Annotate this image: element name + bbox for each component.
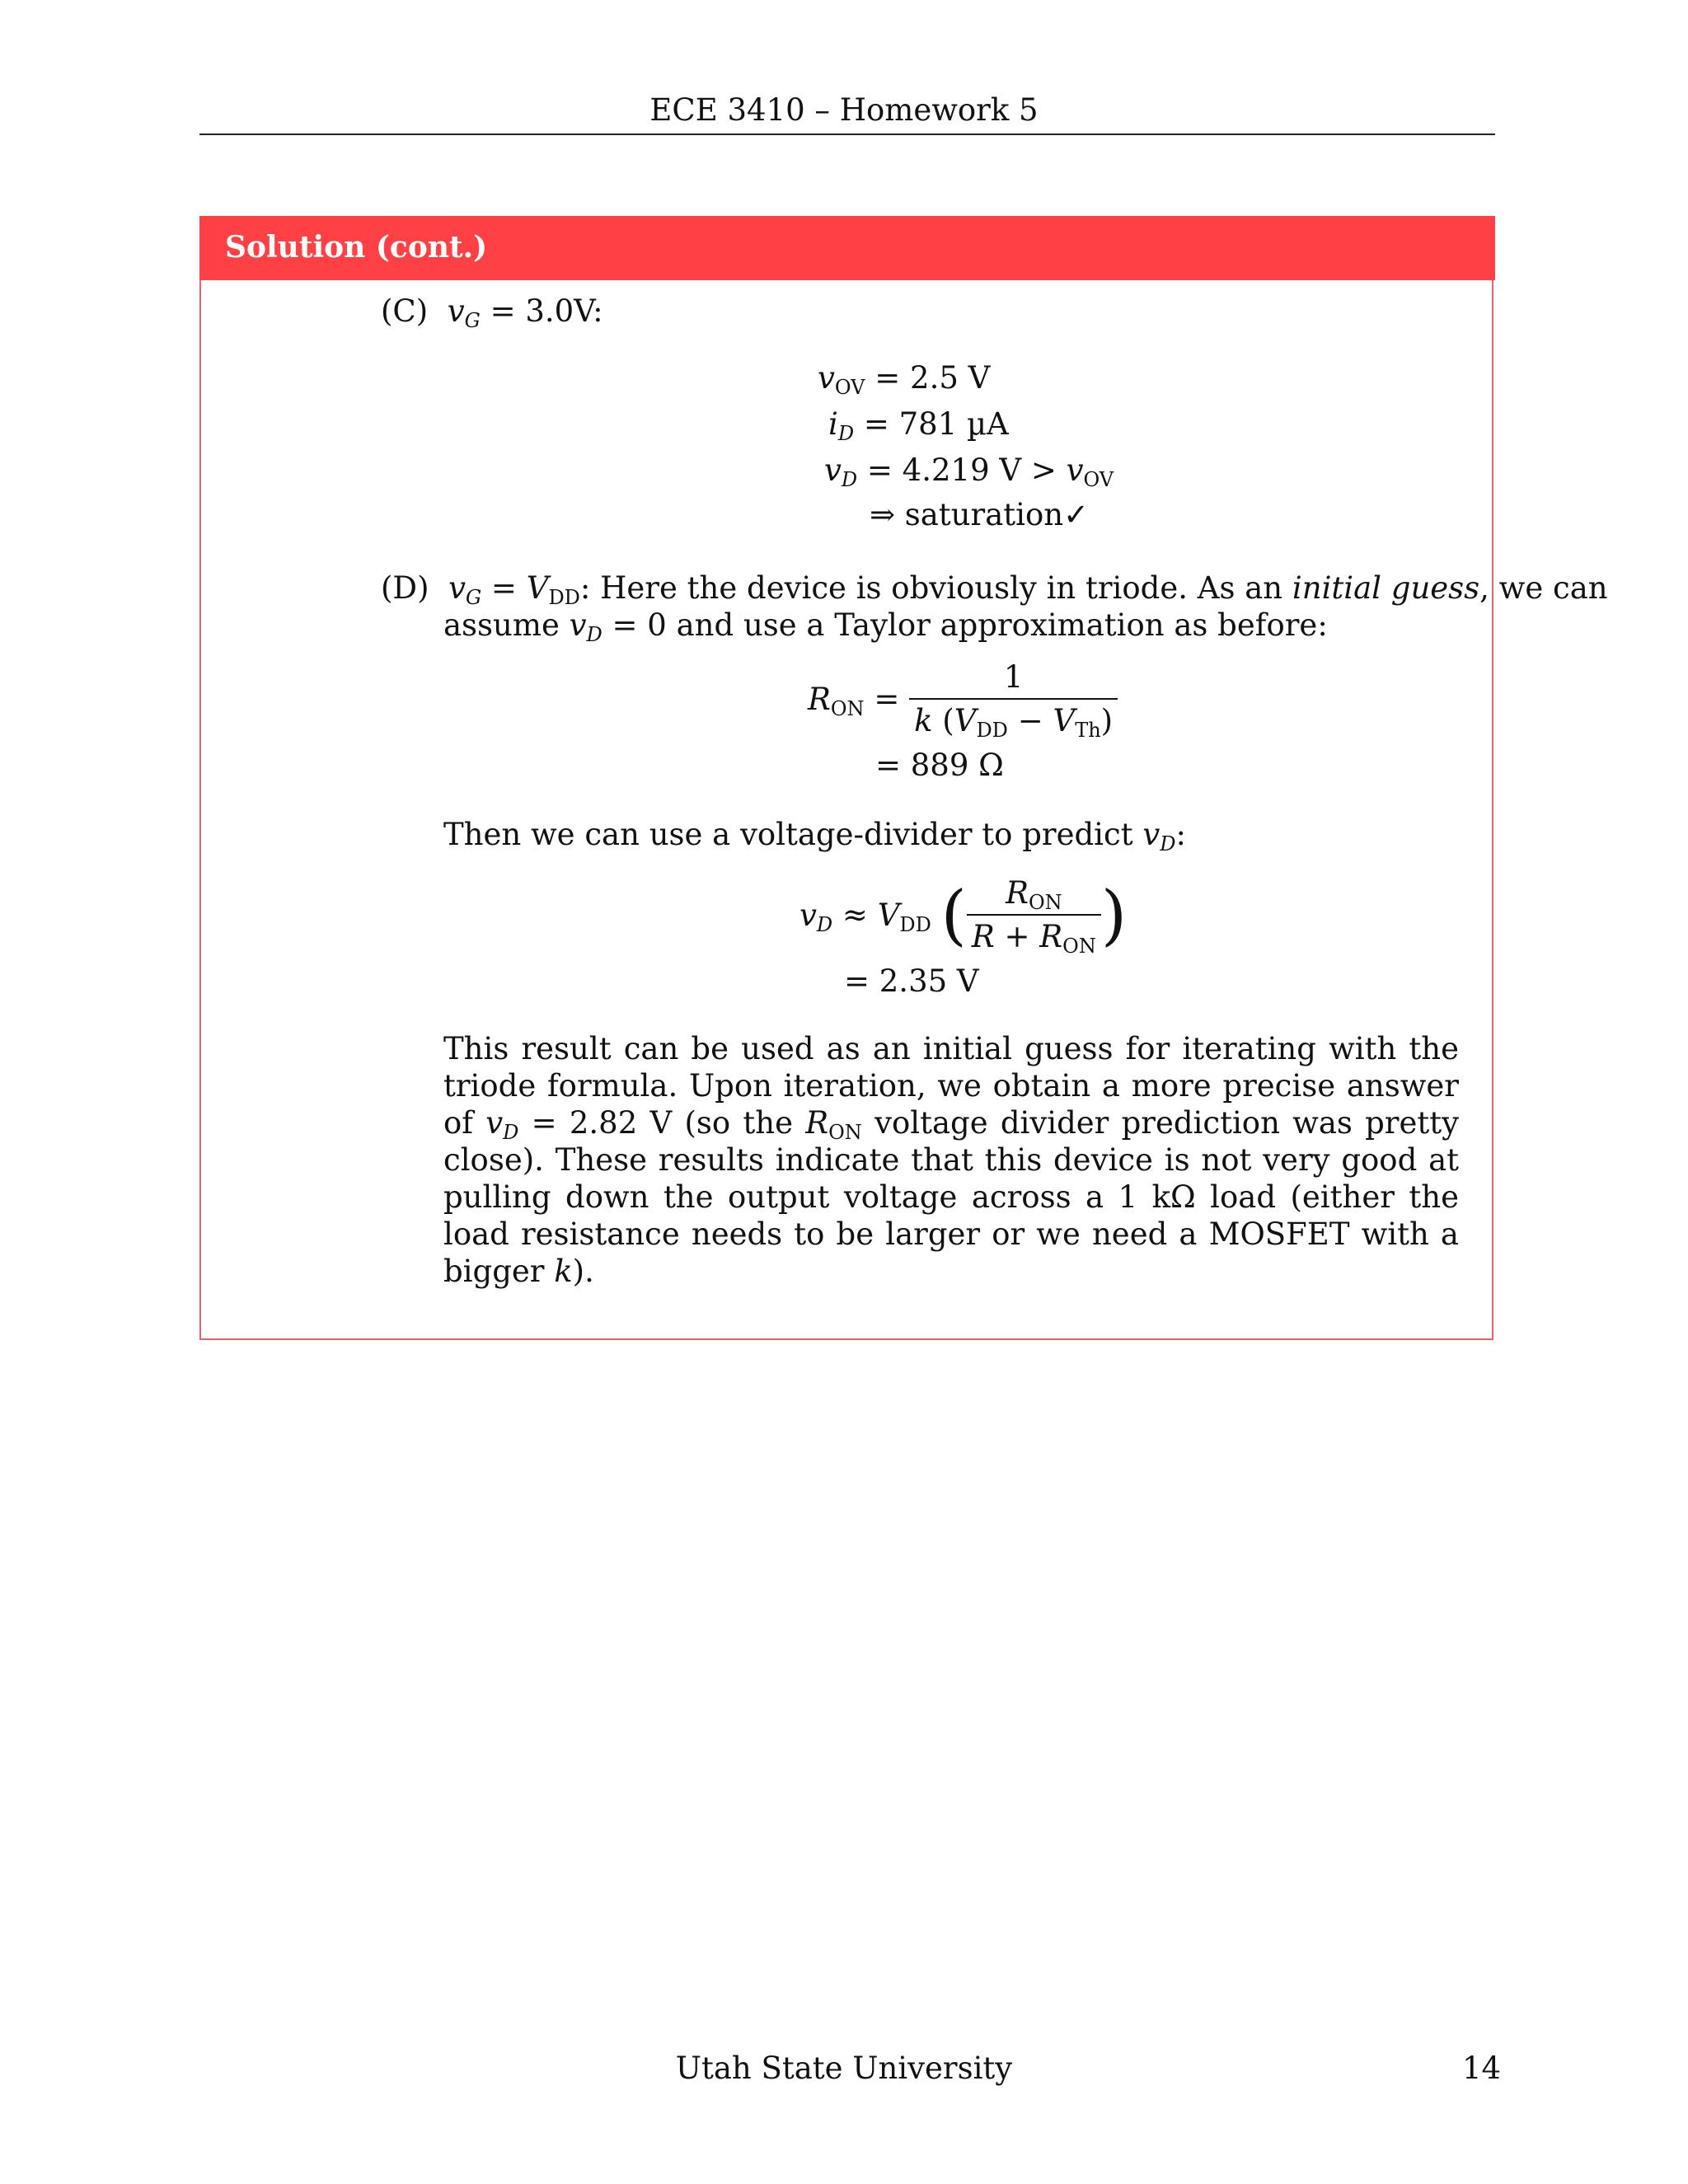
part-d-line2-b: = 0 and use a Taylor approximation as before: bbox=[612, 607, 1328, 643]
eq-ron-result: = 889 Ω bbox=[875, 748, 1004, 783]
eq-saturation: ⇒ saturation✓ bbox=[870, 497, 1090, 532]
final-text-3: voltage divider prediction was pretty close). These results indicate that this device is not very good at pulling down the output voltage across a 1 kΩ load (either the load resistance needs to be larger or we need a MOSFET with a bigger bbox=[443, 1105, 1460, 1289]
part-c-label: (C) bbox=[381, 293, 429, 329]
footer-university: Utah State University bbox=[675, 2050, 1013, 2086]
divider-sentence: Then we can use a voltage-divider to predict $v_D$: bbox=[443, 817, 1186, 855]
eq-vov: $v_{OV} = 2.5$ V bbox=[818, 360, 991, 399]
part-d-intro-emph: initial guess bbox=[1292, 570, 1480, 606]
divider-fraction: $\frac{R_{ON}}{R + R_{ON}}$ bbox=[967, 875, 1101, 954]
header-rule bbox=[199, 134, 1495, 135]
divider-text: Then we can use a voltage-divider to predict bbox=[443, 817, 1133, 852]
page-number: 14 bbox=[1462, 2050, 1502, 2086]
part-d-line2: assume $v_D = 0$ and use a Taylor approximation as before: bbox=[443, 607, 1328, 646]
part-d-intro-2: , we can bbox=[1479, 570, 1608, 606]
final-text-1: This result can be used as an initial guess for iterating with the triode formula. Upon iteration, we obtain a more precise answer of bbox=[443, 1031, 1459, 1141]
eq-id-value: = 781 µA bbox=[863, 406, 1009, 442]
page-header-title: ECE 3410 – Homework 5 bbox=[649, 92, 1039, 128]
final-paragraph: This result can be used as an initial guess for iterating with the triode formula. Upon iteration, we obtain a more precise answer of $v_D = 2.82$ V (so the $R_{ON}$ voltage divider prediction was pretty close). These results indicate that this device is not very good at pulling down the output voltage across a 1 kΩ load (either the load resistance needs to be larger or we need a MOSFET with a bigger k). bbox=[443, 1031, 1460, 1289]
ron-numerator: 1 bbox=[1003, 659, 1024, 695]
eq-vd: $v_D = 4.219$ $V > v_{OV}$ bbox=[824, 452, 1114, 491]
final-text-2: = 2.82 V (so the bbox=[531, 1105, 794, 1141]
final-text-4: ). bbox=[572, 1254, 594, 1289]
eq-vov-value: = 2.5 V bbox=[874, 360, 991, 396]
part-c-heading: (C) $v_G = 3.0V$: bbox=[381, 293, 603, 332]
part-c-condition: 3.0V: bbox=[525, 293, 603, 329]
eq-ron: $R_{ON}$ = $\frac{1}{k (V_{DD} - V_{Th})}$ bbox=[808, 659, 1118, 738]
solution-title: Solution (cont.) bbox=[225, 230, 488, 265]
part-d-line1: (D) $v_G = V_{DD}$: Here the device is obviously in triode. As an initial guess, we can bbox=[381, 570, 1608, 609]
part-d-intro-1: : Here the device is obviously in triode. As an bbox=[579, 570, 1283, 606]
part-d-label: (D) bbox=[381, 570, 429, 606]
eq-vd-value: = 4.219 V > bbox=[866, 452, 1057, 488]
eq-id: $i_D = 781$ µA bbox=[828, 406, 1009, 445]
eq-vd-result: = 2.35 V bbox=[844, 963, 979, 999]
part-d-line2-a: assume bbox=[443, 607, 560, 643]
eq-vd-approx: $v_D \approx V_{DD}$ ( $\frac{R_{ON}}{R + R_{ON}}$ ) bbox=[799, 875, 1128, 958]
ron-fraction: $\frac{1}{k (V_{DD} - V_{Th})}$ bbox=[909, 659, 1118, 738]
